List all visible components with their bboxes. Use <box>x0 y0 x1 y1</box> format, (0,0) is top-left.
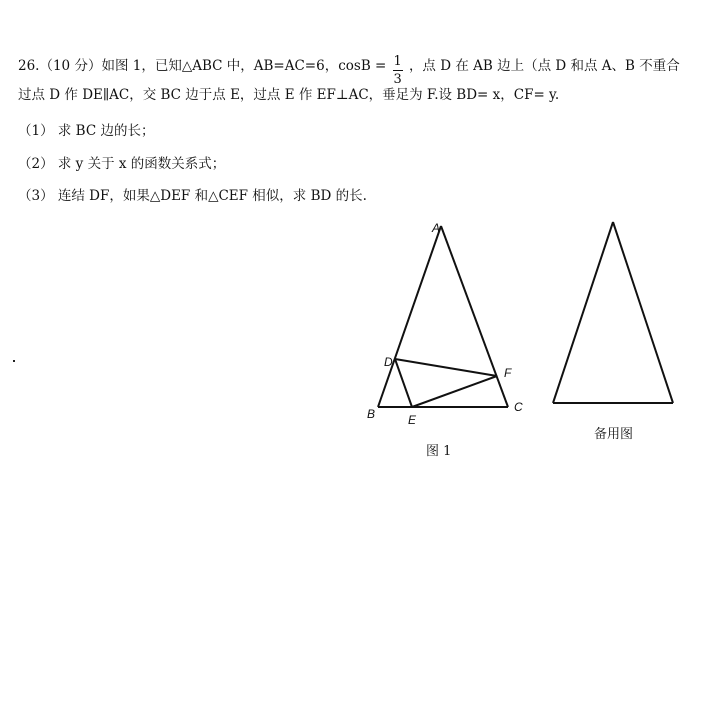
spare-side-left <box>553 222 613 403</box>
question-1: （1） 求 BC 边的长； <box>18 123 155 139</box>
vertex-label-c: C <box>514 400 523 414</box>
vertex-label-f: F <box>504 366 512 380</box>
fraction-numerator: 1 <box>393 54 402 69</box>
figure-1-caption: 图 1 <box>426 444 452 459</box>
question-3: （3） 连结 DF，如果△DEF 和△CEF 相似，求 BD 的长. <box>18 188 367 204</box>
spare-side-right <box>613 222 673 403</box>
question-2: （2） 求 y 关于 x 的函数关系式； <box>18 156 226 172</box>
vertex-label-a: A <box>432 221 441 235</box>
problem-statement-line-2: 过点 D 作 DE∥AC，交 BC 边于点 E，过点 E 作 EF⊥AC，垂足为 F.设 BD= x，CF= y. <box>18 87 560 103</box>
problem-intro-text: 26.（10 分）如图 1，已知△ABC 中，AB=AC=6，cosB = <box>18 58 387 74</box>
problem-intro-continuation: ，点 D 在 AB 边上（点 D 和点 A、B 不重合 <box>408 58 680 74</box>
vertex-label-d: D <box>384 355 393 369</box>
figure-1-diagram <box>378 226 508 407</box>
side-ab <box>378 226 441 407</box>
side-ac <box>441 226 508 407</box>
fraction-denominator: 3 <box>393 72 402 87</box>
vertex-label-b: B <box>367 407 376 421</box>
vertex-label-e: E <box>408 413 417 427</box>
segment-df <box>395 359 497 376</box>
figure-2-caption: 备用图 <box>594 427 634 442</box>
figure-2-spare-triangle <box>553 222 673 403</box>
segment-de <box>395 359 412 407</box>
segment-ef <box>412 376 497 407</box>
